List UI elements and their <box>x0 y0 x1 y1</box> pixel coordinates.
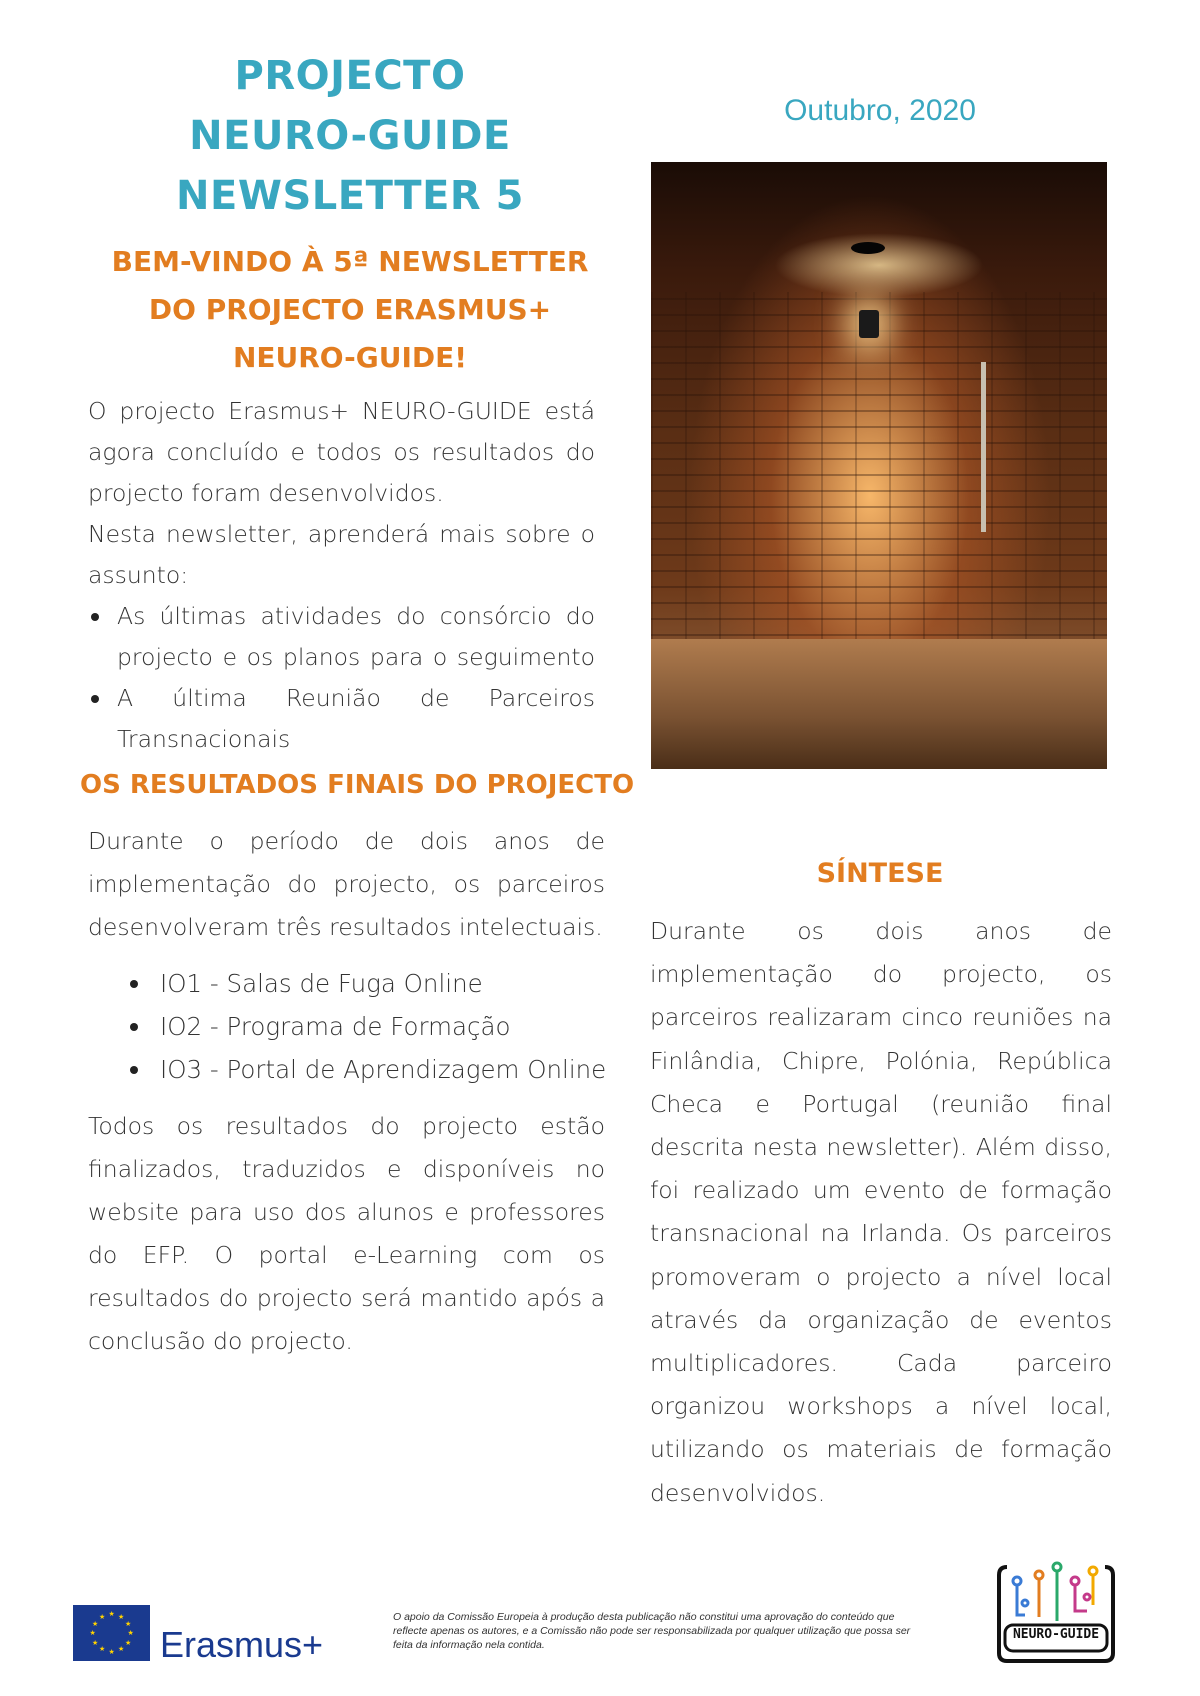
eu-star-icon: ★ <box>108 1648 115 1656</box>
brick-wall <box>651 292 1107 652</box>
welcome-line: BEM-VINDO À 5ª NEWSLETTER <box>111 245 589 278</box>
eu-star-icon: ★ <box>118 1645 125 1654</box>
neuro-guide-logo-text: NEURO-GUIDE <box>1012 1627 1100 1642</box>
eu-star-icon: ★ <box>124 1619 132 1628</box>
lamp <box>859 310 879 338</box>
list-item-text: IO1 - Salas de Fuga Online <box>160 969 483 998</box>
bullet-icon <box>91 695 99 703</box>
welcome-line: DO PROJECTO ERASMUS+ <box>148 293 552 326</box>
intro-section <box>88 391 595 760</box>
eu-flag-icon <box>73 1605 150 1661</box>
eu-star-icon: ★ <box>92 1619 99 1628</box>
list-item-text: IO2 - Programa de Formação <box>160 1012 511 1041</box>
bullet-icon <box>130 1066 138 1074</box>
erasmus-logo-text: Erasmus+ <box>160 1624 324 1665</box>
eu-star-icon: ★ <box>124 1638 132 1647</box>
results-intro <box>88 820 605 949</box>
cellar-photo <box>651 162 1107 769</box>
results-paragraph: Todos os resultados do projecto estão finalizados, traduzidos e disponíveis no website para uso dos alunos e professores do EFP. O portal e-Learning com os resultados do projecto será mantido após a conclusão do projecto. <box>88 1112 605 1355</box>
eu-star-icon: ★ <box>108 1610 115 1618</box>
welcome-line: NEURO-GUIDE! <box>232 341 468 374</box>
issue-date: Outubro, 2020 <box>784 94 976 127</box>
list-item <box>130 1005 630 1048</box>
results-conclusion <box>88 1105 605 1363</box>
eu-star-icon: ★ <box>99 1645 106 1654</box>
wall-pipe <box>981 362 986 532</box>
sintese-section <box>650 910 1112 1515</box>
list-item-text: IO3 - Portal de Aprendizagem Online <box>160 1055 607 1084</box>
eu-star-icon: ★ <box>89 1629 96 1637</box>
results-heading: OS RESULTADOS FINAIS DO PROJECTO <box>80 770 635 800</box>
title-line: NEURO-GUIDE <box>189 113 511 159</box>
list-item-text: A última Reunião de Parceiros Transnacionais <box>117 684 595 753</box>
welcome-heading <box>60 238 640 382</box>
title-line: PROJECTO <box>234 53 466 99</box>
list-item <box>88 678 595 760</box>
results-paragraph: Durante o período de dois anos de implementação do projecto, os parceiros desenvolveram três resultados intelectuais. <box>88 827 605 941</box>
floor <box>651 639 1107 769</box>
eu-star-icon: ★ <box>92 1638 99 1647</box>
intro-paragraph: Nesta newsletter, aprenderá mais sobre o assunto: <box>88 520 595 589</box>
newsletter-title <box>60 46 640 226</box>
list-item <box>88 596 595 678</box>
intellectual-outputs-list <box>130 962 630 1091</box>
title-line: NEWSLETTER 5 <box>176 173 524 219</box>
neuro-guide-logo-icon <box>995 1545 1117 1667</box>
list-item <box>130 1048 630 1091</box>
intro-bullet-list <box>88 596 595 760</box>
funding-disclaimer: O apoio da Comissão Europeia à produção desta publicação não constitui uma aprovação do conteúdo que reflecte apenas os autores, e a Comissão não pode ser responsabilizada por qualquer utilização que possa ser feita da informação nela contida. <box>393 1611 911 1651</box>
eu-star-icon: ★ <box>118 1612 125 1621</box>
eu-star-icon: ★ <box>99 1612 106 1621</box>
bullet-icon <box>91 613 99 621</box>
list-item-text: As últimas atividades do consórcio do projecto e os planos para o seguimento <box>117 602 595 671</box>
sintese-heading: SÍNTESE <box>816 858 944 889</box>
intro-paragraph: O projecto Erasmus+ NEURO-GUIDE está agora concluído e todos os resultados do projecto foram desenvolvidos. <box>88 397 595 507</box>
ceiling-hole <box>851 242 885 254</box>
sintese-paragraph: Durante os dois anos de implementação do projecto, os parceiros realizaram cinco reuniões na Finlândia, Chipre, Polónia, República Checa e Portugal (reunião final descrita nesta newsletter). Além disso, foi realizado um evento de formação transnacional na Irlanda. Os parceiros promoveram o projecto a nível local através da organização de eventos multiplicadores. Cada parceiro organizou workshops a nível local, utilizando os materiais de formação desenvolvidos. <box>650 917 1112 1507</box>
list-item <box>130 962 630 1005</box>
bullet-icon <box>130 1023 138 1031</box>
eu-star-icon: ★ <box>127 1629 134 1637</box>
bullet-icon <box>130 980 138 988</box>
